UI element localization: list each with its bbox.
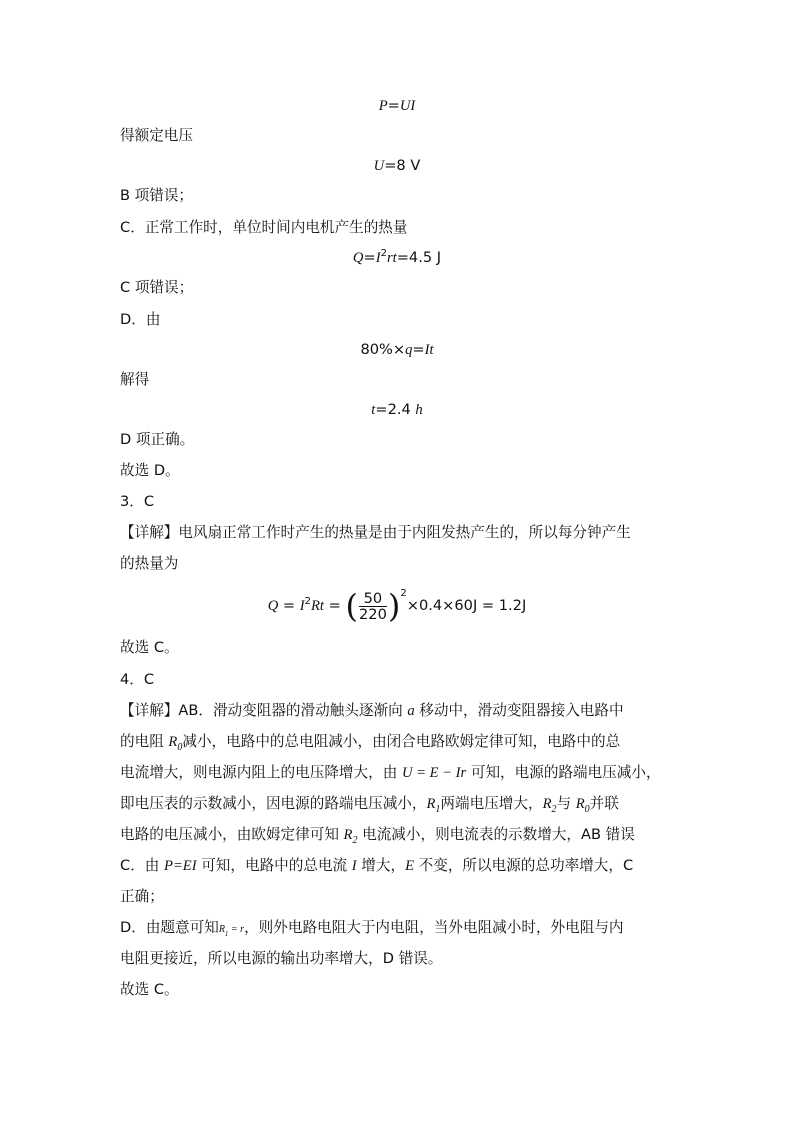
text-line: 故选 C。 xyxy=(120,639,179,656)
text-line: D．由 xyxy=(120,311,161,328)
text-line: 的电阻 $R_0$减小，电路中的总电阻减小，由闭合电路欧姆定律可知，电路中的总 xyxy=(120,733,621,753)
text-line: 得额定电压 xyxy=(120,127,193,144)
text-line: 的热量为 xyxy=(120,555,179,572)
text-line: 即电压表的示数减小，因电源的路端电压减小，$R_1$两端电压增大，$R_2$与 $R_0$并联 xyxy=(120,795,619,815)
text-line: 故选 D。 xyxy=(120,462,180,479)
text-line: 电路的电压减小，由欧姆定律可知 $R_2$ 电流减小，则电流表的示数增大，AB 错误 xyxy=(120,826,635,846)
text-line: 【详解】电风扇正常工作时产生的热量是由于内阻发热产生的，所以每分钟产生 xyxy=(120,524,631,541)
text-line: 解得 xyxy=(120,371,150,388)
question-number: 3．C xyxy=(120,493,155,510)
text-line: D．由题意可知$R_1 = r$，则外电路电阻大于内电阻，当外电阻减小时，外电阻与内 xyxy=(120,919,624,938)
text-line: C．由 P=EI 可知，电路中的总电流 I 增大，E 不变，所以电源的总功率增大，C xyxy=(120,857,634,874)
text-line: D 项正确。 xyxy=(120,431,195,448)
text-line: 正确； xyxy=(120,888,164,905)
equation-fan-heat: $Q = I^2Rt$ = ( $\frac{50}{220}$ )$^2$×0.4×60J = 1.2J xyxy=(267,587,527,625)
text-line: 【详解】AB．滑动变阻器的滑动触头逐渐向 a 移动中，滑动变阻器接入电路中 xyxy=(120,702,624,719)
equation-time: t=2.4 h xyxy=(371,401,423,418)
left-paren: ( xyxy=(345,587,358,625)
text-line: B 项错误； xyxy=(120,187,194,204)
equation-power: P=UI xyxy=(378,97,416,114)
equation-voltage: U=8 V xyxy=(373,157,421,174)
fraction: $\frac{50}{220}$ xyxy=(359,589,387,623)
right-paren: ) xyxy=(387,587,401,625)
equation-charge: 80%×q=It xyxy=(360,341,434,358)
text-line: 电流增大，则电源内阻上的电压降增大，由 U = E − Ir 可知，电源的路端电压减小， xyxy=(120,764,661,781)
text-line: 电阻更接近，所以电源的输出功率增大，D 错误。 xyxy=(120,950,443,967)
equation-heat: $Q=I^2rt=4.5$ J xyxy=(352,248,442,266)
text-line: C 项错误； xyxy=(120,279,194,296)
text-line: 故选 C。 xyxy=(120,981,179,998)
question-number: 4．C xyxy=(120,671,155,688)
text-line: C．正常工作时，单位时间内电机产生的热量 xyxy=(120,219,408,236)
